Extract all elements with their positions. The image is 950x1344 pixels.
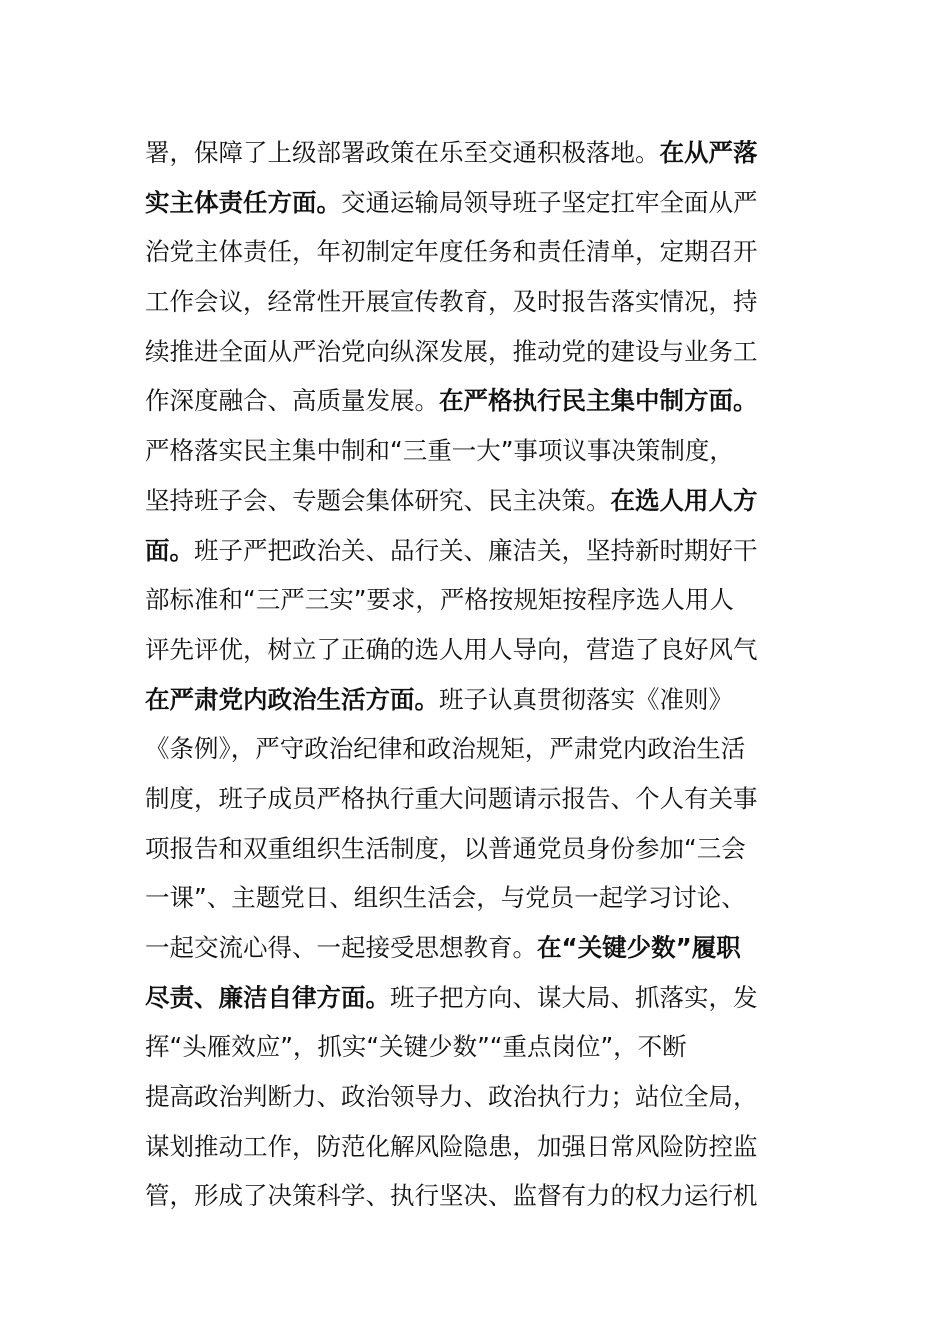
text-line: [145, 128, 815, 178]
body-text-segment: 部标准和“三严三实”要求，严格按规矩按程序选人用人: [145, 585, 734, 615]
body-text-segment: 班子把方向、谋大局、抓落实，发: [390, 982, 758, 1012]
body-text-segment: 一起交流心得、一起接受思想教育。: [145, 933, 537, 962]
body-text-segment: 治党主体责任，年初制定年度任务和责任清单，定期召开: [145, 237, 758, 267]
text-line: [145, 1122, 815, 1172]
body-text-segment: 交通运输局领导班子坚定扛牢全面从严: [341, 187, 758, 217]
text-line: [145, 625, 815, 675]
text-line: [145, 1022, 815, 1072]
body-text-segment: 续推进全面从严治党向纵深发展，推动党的建设与业务工: [145, 336, 758, 366]
body-text-segment: 班子严把政治关、品行关、廉洁关，坚持新时期好干: [194, 535, 758, 565]
body-text-segment: 《条例》，严守政治纪律和政治规矩，严肃党内政治生活: [145, 734, 746, 764]
text-line: [145, 575, 815, 625]
text-line: [145, 376, 815, 426]
bold-heading-text: 在从严落: [659, 138, 758, 167]
bold-heading-text: 面。: [145, 535, 194, 565]
body-text-segment: 工作会议，经常性开展宣传教育，及时报告落实情况，持: [145, 287, 758, 317]
text-line: [145, 824, 815, 874]
text-line: [145, 476, 815, 526]
body-text-segment: 署，保障了上级部署政策在乐至交通积极落地。: [145, 138, 660, 167]
text-line: [145, 774, 815, 824]
text-line: [145, 426, 815, 476]
body-text-segment: 一课”、主题党日、组织生活会，与党员一起学习讨论、: [145, 883, 746, 913]
text-line: [145, 724, 815, 774]
body-text-segment: 制度，班子成员严格执行重大问题请示报告、个人有关事: [145, 783, 758, 813]
text-line: [145, 178, 815, 228]
bold-heading-text: 在选人用人方: [610, 485, 758, 515]
bold-heading-text: 在“关键少数”履职: [537, 933, 741, 962]
text-line: [145, 227, 815, 277]
body-text-segment: 评先评优，树立了正确的选人用人导向，营造了良好风气: [145, 634, 758, 664]
text-line: [145, 327, 815, 377]
text-line: [145, 675, 815, 725]
text-line: [145, 277, 815, 327]
bold-heading-text: 尽责、廉洁自律方面。: [145, 982, 390, 1012]
text-line: [145, 873, 815, 923]
text-line: [145, 923, 815, 973]
bold-heading-text: 在严格执行民主集中制方面。: [439, 386, 758, 416]
text-line: [145, 1171, 815, 1221]
body-text-segment: 坚持班子会、专题会集体研究、民主决策。: [145, 485, 611, 515]
body-text-segment: 作深度融合、高质量发展。: [145, 386, 439, 416]
body-text-segment: 提高政治判断力、政治领导力、政治执行力；站位全局，: [145, 1082, 758, 1112]
body-text-segment: 谋划推动工作，防范化解风险隐患，加强日常风险防控监: [145, 1131, 758, 1161]
body-text-segment: 挥“头雁效应”，抓实“关键少数”“重点岗位”，不断: [145, 1032, 687, 1062]
body-text-segment: 项报告和双重组织生活制度，以普通党员身份参加“三会: [145, 833, 746, 863]
body-text: [145, 128, 815, 1221]
bold-heading-text: 在严肃党内政治生活方面。: [145, 684, 439, 714]
body-text-segment: 严格落实民主集中制和“三重一大”事项议事决策制度，: [145, 436, 734, 466]
text-line: [145, 973, 815, 1023]
text-line: [145, 1072, 815, 1122]
bold-heading-text: 实主体责任方面。: [145, 187, 341, 217]
text-line: [145, 526, 815, 576]
body-text-segment: 管，形成了决策科学、执行坚决、监督有力的权力运行机: [145, 1181, 758, 1211]
body-text-segment: 班子认真贯彻落实《准则》: [439, 684, 733, 714]
